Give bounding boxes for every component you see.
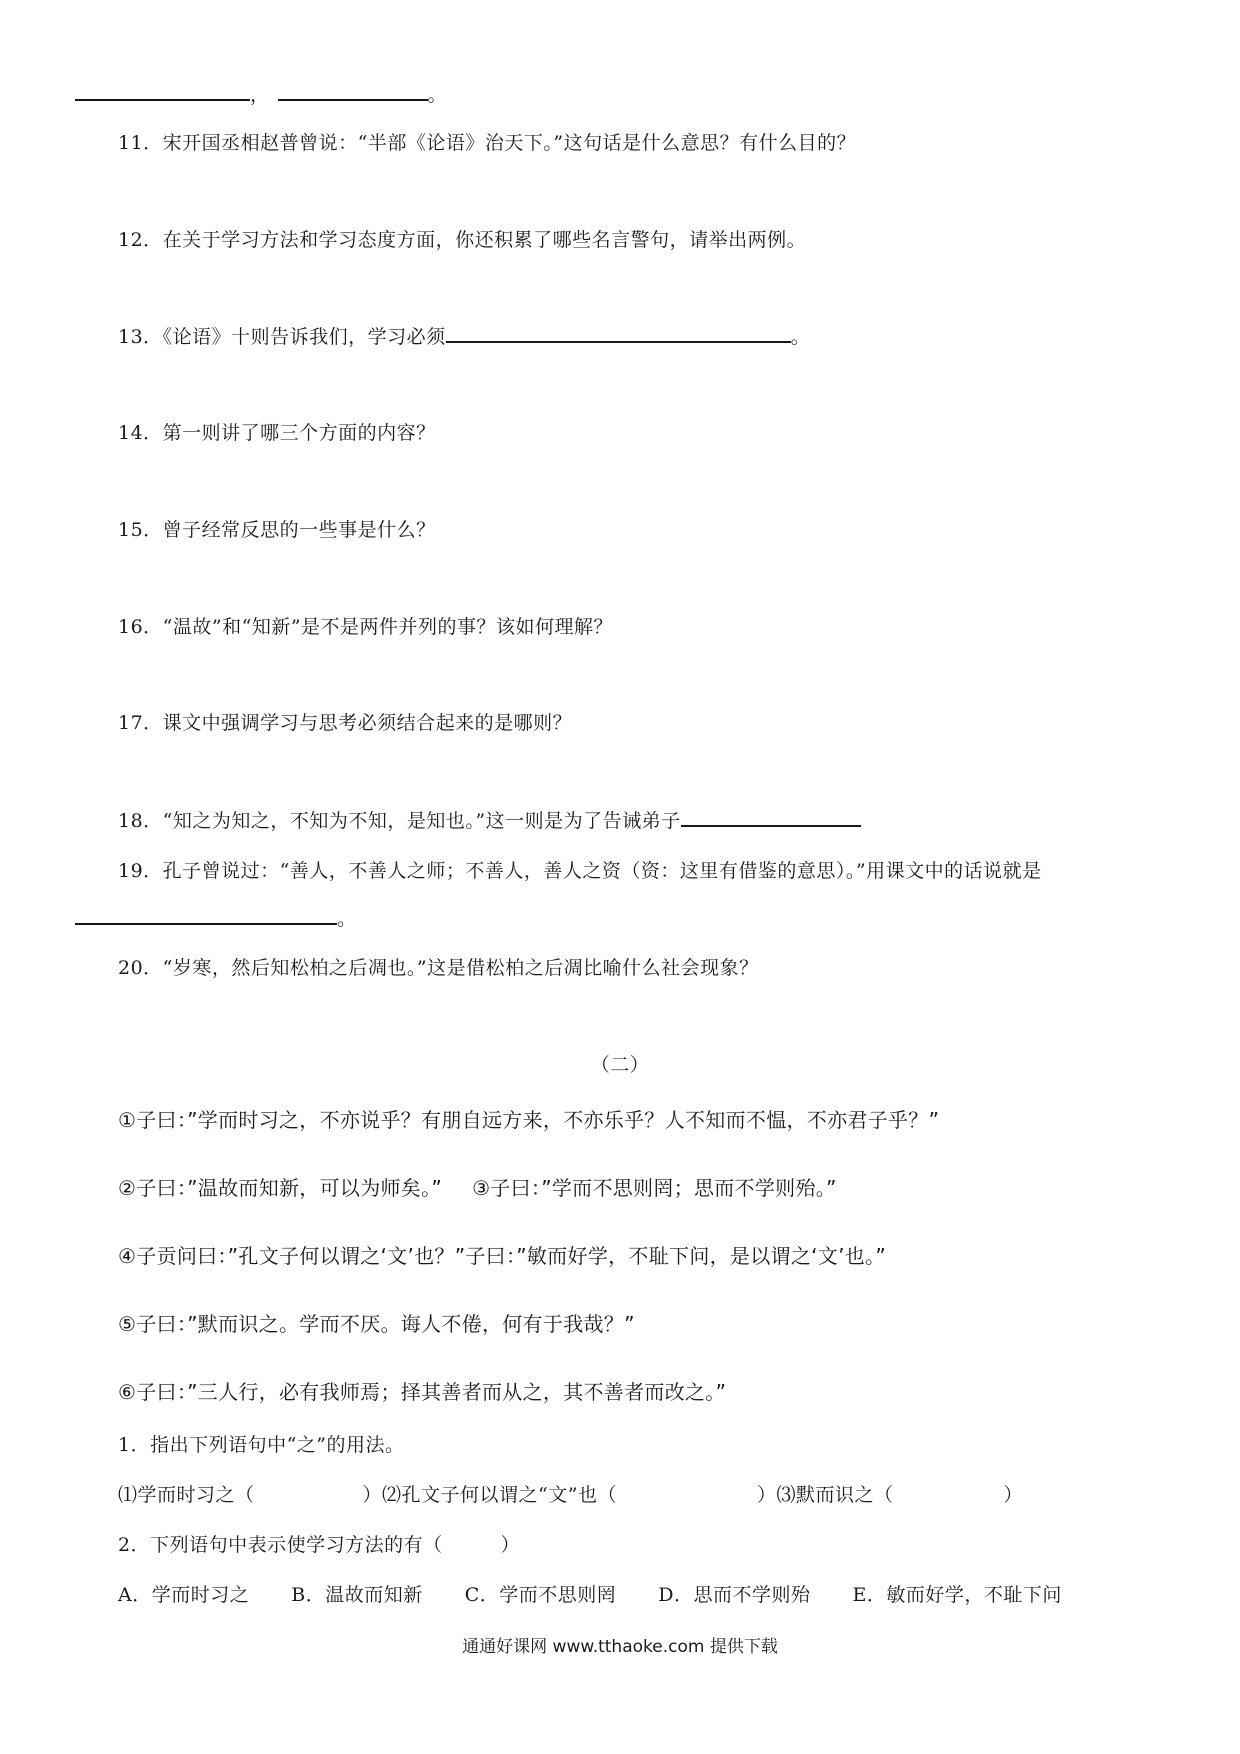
exercise-2: 2．下列语句中表示使学习方法的有（ ） [118,1534,521,1556]
option-b[interactable]: B．温故而知新 [291,1584,423,1606]
option-a[interactable]: A．学而时习之 [118,1584,250,1606]
option-e[interactable]: E．敏而好学，不耻下问 [852,1584,1062,1606]
passage-1: ①子曰：”学而时习之，不亦说乎？有朋自远方来，不亦乐乎？人不知而不愠，不亦君子乎？” [118,1108,940,1132]
page-footer: 通通好课网 www.tthaoke.com 提供下载 [462,1637,778,1657]
exercise-1-items: ⑴学而时习之（ ）⑵孔文子何以谓之“文”也（ ）⑶默而识之（ ） [118,1484,1023,1506]
passage-4: ④子贡问曰：”孔文子何以谓之‘文’也？”子曰：”敏而好学，不耻下问，是以谓之‘文’也。” [118,1244,887,1268]
question-11: 11．宋开国丞相赵普曾说：“半部《论语》治天下。”这句话是什么意思？有什么目的？ [118,132,857,154]
top-blank-line: ， 。 [75,80,447,107]
exercise-1: 1．指出下列语句中“之”的用法。 [118,1434,405,1456]
question-13: 13．《论语》十则告诉我们，学习必须 。 [118,322,810,349]
question-14: 14．第一则讲了哪三个方面的内容？ [118,422,436,444]
passage-2: ②子曰：”温故而知新，可以为师矣。” [118,1176,443,1200]
passage-3: ③子曰：”学而不思则罔；思而不学则殆。” [472,1176,837,1200]
question-17: 17．课文中强调学习与思考必须结合起来的是哪则？ [118,712,573,734]
question-19-blank: 。 [75,904,357,931]
answer-blank[interactable] [75,81,250,101]
question-20: 20．“岁寒，然后知松柏之后凋也。”这是借松柏之后凋比喻什么社会现象？ [118,957,759,979]
question-18: 18．“知之为知之，不知为不知，是知也。”这一则是为了告诫弟子 [118,806,861,833]
answer-blank[interactable] [278,81,428,101]
exercise-2-options [118,1580,1062,1607]
answer-blank[interactable] [681,807,861,827]
question-16: 16．“温故”和“知新”是不是两件并列的事？该如何理解？ [118,616,614,638]
question-15: 15．曾子经常反思的一些事是什么？ [118,519,436,541]
option-d[interactable]: D．思而不学则殆 [658,1584,811,1606]
passage-5: ⑤子曰：”默而识之。学而不厌。诲人不倦，何有于我哉？” [118,1312,635,1336]
answer-blank[interactable] [446,323,791,343]
question-12: 12．在关于学习方法和学习态度方面，你还积累了哪些名言警句，请举出两例。 [118,229,807,251]
passage-2-3 [118,1172,837,1201]
passage-6: ⑥子曰：”三人行，必有我师焉；择其善者而从之，其不善者而改之。” [118,1380,727,1404]
option-c[interactable]: C．学而不思则罔 [464,1584,617,1606]
question-19: 19．孔子曾说过：“善人，不善人之师；不善人，善人之资（资：这里有借鉴的意思）。”用课文中的话说就是 [118,860,1042,882]
answer-blank[interactable] [75,905,337,925]
section-title: （二） [590,1054,650,1076]
